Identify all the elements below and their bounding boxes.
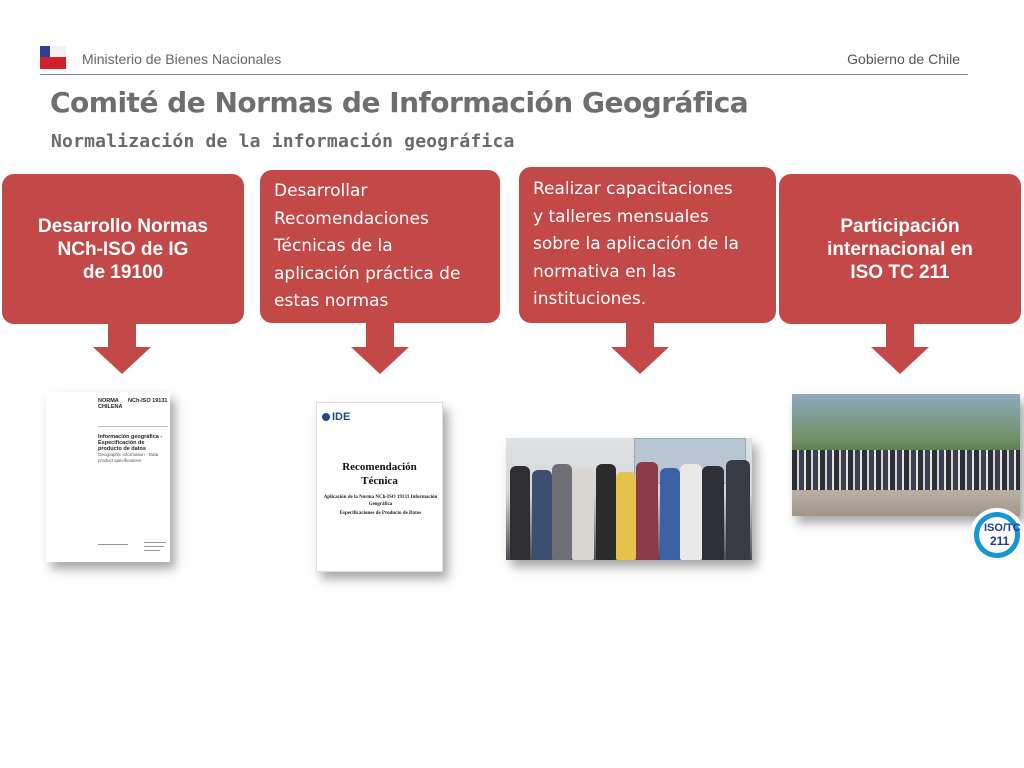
doc1-sub: Geographic information - Data product specifications	[98, 452, 159, 463]
iso-logo-top: ISO/TC	[984, 522, 1021, 534]
doc2-line2: Especificaciones de Producto de Datos	[339, 511, 422, 516]
arrow-down-2	[351, 323, 409, 374]
ministry-name: Ministerio de Bienes Nacionales	[82, 51, 282, 67]
header-divider	[40, 74, 968, 75]
chile-flag-logo	[40, 46, 66, 69]
ide-logo-text: IDE	[332, 411, 351, 423]
page-title: Comité de Normas de Información Geográfica	[50, 86, 749, 119]
doc1-norma: NORMA	[98, 398, 119, 404]
arrow-down-3	[611, 323, 669, 374]
box-participacion-text: Participación internacional en ISO TC 211	[827, 215, 973, 283]
norma-chilena-document	[46, 392, 170, 562]
doc2-title: Recomendación Técnica	[342, 461, 417, 487]
box-capacitaciones	[519, 167, 776, 323]
iso-plenary-group-photo	[792, 394, 1020, 516]
box-recomendaciones	[260, 170, 500, 323]
doc1-code: NCh-ISO 19131	[128, 398, 168, 404]
box-recomendaciones-text: Desarrollar Recomendaciones Técnicas de la aplicación práctica de estas normas	[274, 181, 461, 311]
doc1-heading: Información geográfica - Especificación de producto de datos	[98, 434, 163, 452]
box-desarrollo-normas	[2, 174, 244, 324]
recomendacion-tecnica-document	[316, 402, 443, 572]
iso-logo-number: 211	[990, 534, 1010, 548]
page-subtitle: Normalización de la información geográfica	[51, 131, 515, 152]
arrow-down-1	[93, 323, 151, 374]
box-participacion	[779, 174, 1021, 324]
box-capacitaciones-text: Realizar capacitaciones y talleres mensuales sobre la aplicación de la normativa en las instituciones.	[533, 179, 739, 309]
iso-tc-211-logo	[970, 508, 1024, 562]
doc1-chilena: CHILENA	[98, 404, 123, 410]
arrow-down-4	[871, 323, 929, 374]
box-desarrollo-normas-text: Desarrollo Normas NCh-ISO de IG de 19100	[37, 215, 208, 283]
government-name: Gobierno de Chile	[847, 51, 960, 67]
workshop-group-photo	[506, 438, 752, 560]
doc2-line1: Aplicación de la Norma NCh-ISO 19131 Información Geográfica	[323, 495, 438, 507]
ide-logo	[322, 411, 350, 423]
